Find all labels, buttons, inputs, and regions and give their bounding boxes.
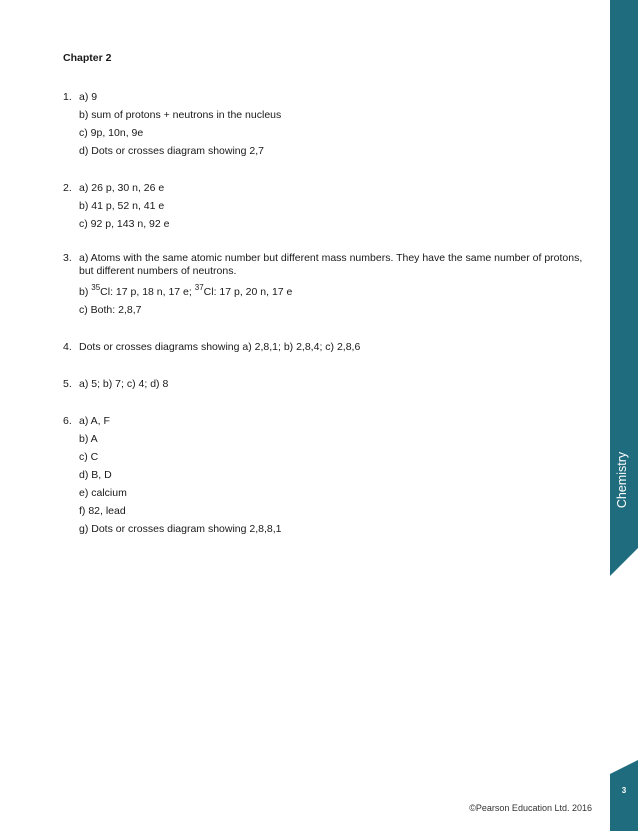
answer-line: d) B, D: [79, 469, 112, 481]
page-number-tab-fold: [610, 760, 638, 774]
answer-line: c) Both: 2,8,7: [79, 304, 142, 316]
answer-line: b) sum of protons + neutrons in the nucleus: [79, 109, 282, 121]
answer-line: 3. a) Atoms with the same atomic number but different mass numbers. They have the same number of protons, but different numbers of neutrons.: [63, 252, 583, 277]
answers-list: [63, 88, 593, 557]
question-4: [63, 338, 593, 356]
question-number: 5.: [63, 378, 72, 390]
answer-line: e) calcium: [79, 487, 127, 499]
question-number: 4.: [63, 341, 72, 353]
question-number: 3.: [63, 252, 72, 264]
answer-line: b) A: [79, 433, 98, 445]
answer-line: c) C: [79, 451, 99, 463]
copyright-footer: ©Pearson Education Ltd. 2016: [469, 803, 592, 813]
isotope-mass-number: 37: [194, 283, 204, 292]
question-5: [63, 375, 593, 393]
question-3: [63, 252, 593, 319]
side-tab-label: Chemistry: [615, 451, 630, 509]
side-tab-label-box: [611, 420, 633, 540]
question-2: [63, 179, 593, 233]
answer-line: 1. a) 9: [63, 88, 593, 106]
answer-line: g) Dots or crosses diagram showing 2,8,8,1: [79, 523, 282, 535]
answer-line: b) $^{35}$Cl: 17 p, 18 n, 17 e; $^{37}$Cl: 17 p, 20 n, 17 e: [79, 283, 293, 298]
answer-line: 4. Dots or crosses diagrams showing a) 2,8,1; b) 2,8,4; c) 2,8,6: [63, 338, 593, 356]
question-6: [63, 412, 593, 538]
side-tab-fold: [610, 548, 638, 576]
answer-line: c) 9p, 10n, 9e: [79, 127, 144, 139]
answer-line: b) 41 p, 52 n, 41 e: [79, 200, 165, 212]
isotope-mass-number: 35: [91, 283, 101, 292]
question-number: 2.: [63, 182, 72, 194]
answer-line: d) Dots or crosses diagram showing 2,7: [79, 145, 264, 157]
chapter-title: Chapter 2: [63, 52, 112, 64]
answer-line: c) 92 p, 143 n, 92 e: [79, 218, 170, 230]
page-number: 3: [621, 786, 627, 795]
answer-line: f) 82, lead: [79, 505, 126, 517]
answer-line: 6. a) A, F: [63, 412, 593, 430]
answer-line: 2. a) 26 p, 30 n, 26 e: [63, 179, 593, 197]
answer-line: 5. a) 5; b) 7; c) 4; d) 8: [63, 375, 593, 393]
question-number: 6.: [63, 415, 72, 427]
question-1: [63, 88, 593, 160]
question-number: 1.: [63, 91, 72, 103]
